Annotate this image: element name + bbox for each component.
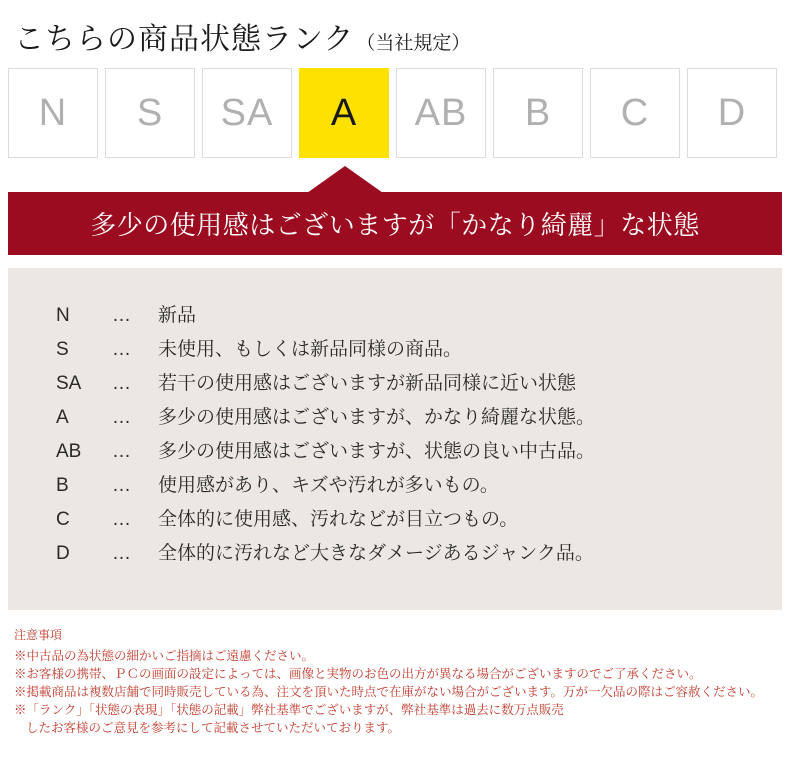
legend-description: 若干の使用感はございますが新品同様に近い状態 <box>158 373 577 394</box>
legend-description: 全体的に汚れなど大きなダメージあるジャンク品。 <box>158 543 594 564</box>
rank-box-d[interactable]: D <box>687 68 777 158</box>
legend-dots: … <box>112 509 131 530</box>
notes-title: 注意事項 <box>14 628 63 642</box>
legend-row <box>56 470 782 504</box>
legend-rank-label: D <box>56 543 70 564</box>
rank-box-b[interactable]: B <box>493 68 583 158</box>
legend-row <box>56 334 782 368</box>
note-line: ※掲載商品は複数店舗で同時販売している為、注文を頂いた時点で在庫がない場合がございます。万が一欠品の際はご容赦ください。 <box>14 685 764 699</box>
note-line: したお客様のご意見を参考にして記載させていただいております。 <box>26 721 401 735</box>
legend-description: 未使用、もしくは新品同様の商品。 <box>158 339 463 360</box>
legend-row <box>56 300 782 334</box>
legend-description: 多少の使用感はございますが、かなり綺麗な状態。 <box>158 407 596 428</box>
legend-description: 新品 <box>158 305 197 326</box>
legend-row <box>56 368 782 402</box>
rank-box-c[interactable]: C <box>590 68 680 158</box>
rank-box-ab[interactable]: AB <box>396 68 486 158</box>
page-title <box>14 14 470 58</box>
legend-rank-label: N <box>56 305 70 326</box>
legend-rank-label: C <box>56 509 70 530</box>
legend-dots: … <box>112 373 131 394</box>
legend-rank-label: B <box>56 475 69 496</box>
note-line: ※お客様の携帯、ＰＣの画面の設定によっては、画像と実物のお色の出方が異なる場合がございますのでご了承ください。 <box>14 667 702 681</box>
legend-row <box>56 402 782 436</box>
legend-dots: … <box>112 305 131 326</box>
rank-box-n[interactable]: N <box>8 68 98 158</box>
rank-legend-panel <box>8 268 782 610</box>
rank-box-s[interactable]: S <box>105 68 195 158</box>
legend-rank-label: SA <box>56 373 82 394</box>
note-line: ※「ランク」「状態の表現」「状態の記載」弊社基準でございますが、弊社基準は過去に数万点販売 <box>14 703 564 717</box>
legend-description: 全体的に使用感、汚れなどが目立つもの。 <box>158 509 519 530</box>
selected-rank-pointer-icon <box>307 166 383 193</box>
legend-dots: … <box>112 475 131 496</box>
legend-dots: … <box>112 407 131 428</box>
legend-row <box>56 504 782 538</box>
selected-rank-banner-text: 多少の使用感はございますが「かなり綺麗」な状態 <box>90 210 700 240</box>
legend-row <box>56 538 782 572</box>
legend-dots: … <box>112 441 131 462</box>
selected-rank-banner <box>8 192 782 255</box>
legend-rank-label: S <box>56 339 69 360</box>
rank-box-sa[interactable]: SA <box>202 68 292 158</box>
rank-box-a[interactable]: A <box>299 68 389 158</box>
legend-description: 使用感があり、キズや汚れが多いもの。 <box>158 475 499 496</box>
legend-description: 多少の使用感はございますが、状態の良い中古品。 <box>158 441 596 462</box>
legend-row <box>56 436 782 470</box>
legend-dots: … <box>112 339 131 360</box>
page-title-main: こちらの商品状態ランク <box>14 23 355 56</box>
legend-rank-label: AB <box>56 441 82 462</box>
legend-rank-label: A <box>56 407 69 428</box>
notes-section <box>14 626 784 737</box>
note-line: ※中古品の為状態の細かいご指摘はご遠慮ください。 <box>14 649 315 663</box>
rank-scale <box>8 68 777 158</box>
page-title-sub: （当社規定） <box>356 33 471 54</box>
legend-dots: … <box>112 543 131 564</box>
